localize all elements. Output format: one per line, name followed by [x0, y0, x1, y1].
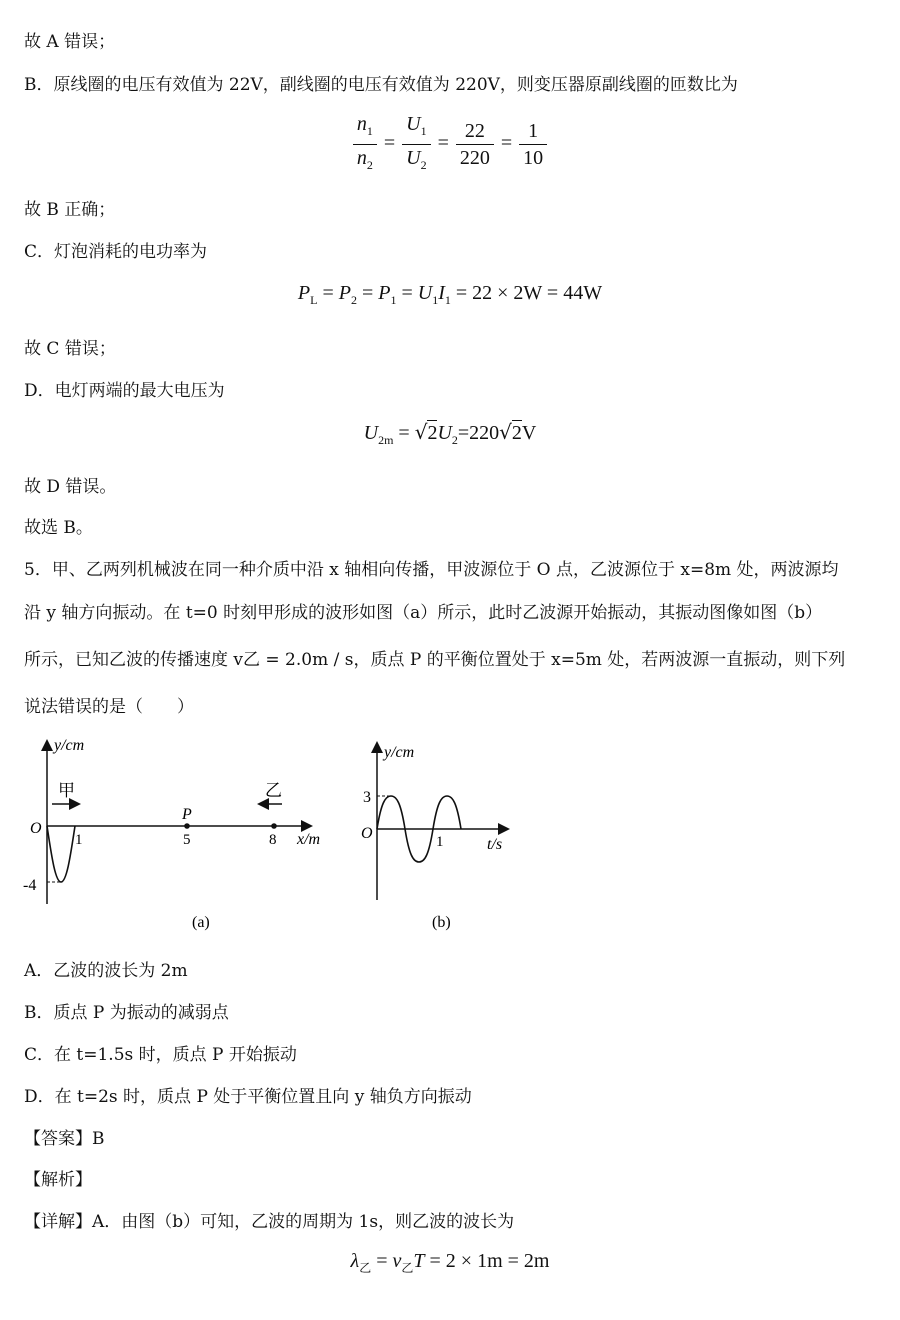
- text-line: 故 B 正确；: [24, 200, 116, 220]
- origin-label: O: [361, 825, 373, 842]
- option-b: B．质点 P 为振动的减弱点: [24, 1003, 229, 1023]
- wave-jia-curve: [47, 826, 75, 882]
- question-text: 所示，已知乙波的传播速度 v乙 = 2.0m / s，质点 P 的平衡位置处于 x=5m 处，若两波源一直振动，则下列: [24, 650, 846, 670]
- tick-8: 8: [269, 832, 277, 848]
- x-axis-label: x/m: [297, 831, 321, 848]
- wave-jia-label: 甲: [58, 781, 75, 800]
- option-c: C．在 t=1.5s 时，质点 P 开始振动: [24, 1045, 297, 1065]
- figure-a: [20, 732, 340, 937]
- equation-max-voltage: $U_{2m} = √2U_2=220√2V$: [363, 420, 537, 447]
- origin-label: O: [30, 820, 42, 837]
- tick-3: 3: [363, 789, 371, 806]
- question-text: 5．甲、乙两列机械波在同一种介质中沿 x 轴相向传播，甲波源位于 O 点，乙波源位于 x=8m 处，两波源均: [24, 560, 839, 580]
- tick-neg4: -4: [23, 877, 37, 894]
- text-line: 故 A 错误；: [24, 32, 116, 52]
- equation-power: $P_L = P_2 = P_1 = U_1I_1 = 22 \times 2W = 44W$: [297, 282, 603, 307]
- detail-line: 【详解】A．由图（b）可知，乙波的周期为 1s，则乙波的波长为: [24, 1212, 515, 1232]
- tick-5: 5: [183, 832, 191, 848]
- y-axis-label: y/cm: [384, 744, 415, 761]
- equation-turns-ratio: $\frac{n_1}{n_2}$ = $\frac{U_1}{U_2}$ = $\frac{22}{220}$ = $\frac{1}{10}$: [0, 112, 900, 177]
- wave-yi-label: 乙: [265, 781, 282, 800]
- tick-1: 1: [436, 834, 444, 850]
- tick-1: 1: [75, 832, 83, 848]
- option-d: D．在 t=2s 时，质点 P 处于平衡位置且向 y 轴负方向振动: [24, 1087, 472, 1107]
- text-line: B．原线圈的电压有效值为 22V，副线圈的电压有效值为 220V，则变压器原副线圈的匝数比为: [24, 75, 738, 95]
- text-line: D．电灯两端的最大电压为: [24, 381, 225, 401]
- text-line: 故 C 错误；: [24, 339, 116, 359]
- equation-wavelength: $\lambda_乙 = v_乙T = 2 \times 1m = 2m$: [350, 1250, 550, 1275]
- point-8: [271, 823, 277, 829]
- option-a: A．乙波的波长为 2m: [24, 961, 188, 981]
- question-text: 沿 y 轴方向振动。在 t=0 时刻甲形成的波形如图（a）所示，此时乙波源开始振动，其振动图像如图（b）: [24, 603, 823, 623]
- caption-a: (a): [192, 914, 210, 931]
- point-p-label: P: [182, 806, 192, 823]
- caption-b: (b): [432, 914, 451, 931]
- analysis-heading: 【解析】: [24, 1170, 92, 1190]
- answer-line: 【答案】B: [24, 1129, 105, 1149]
- question-text: 说法错误的是（ ）: [24, 697, 194, 717]
- text-line: 故选 B。: [24, 518, 93, 538]
- y-axis-label: y/cm: [54, 737, 85, 754]
- point-p: [184, 823, 190, 829]
- text-line: 故 D 错误。: [24, 477, 117, 497]
- text-line: C．灯泡消耗的电功率为: [24, 242, 208, 262]
- t-axis-label: t/s: [487, 836, 503, 853]
- figure-b: [345, 732, 520, 937]
